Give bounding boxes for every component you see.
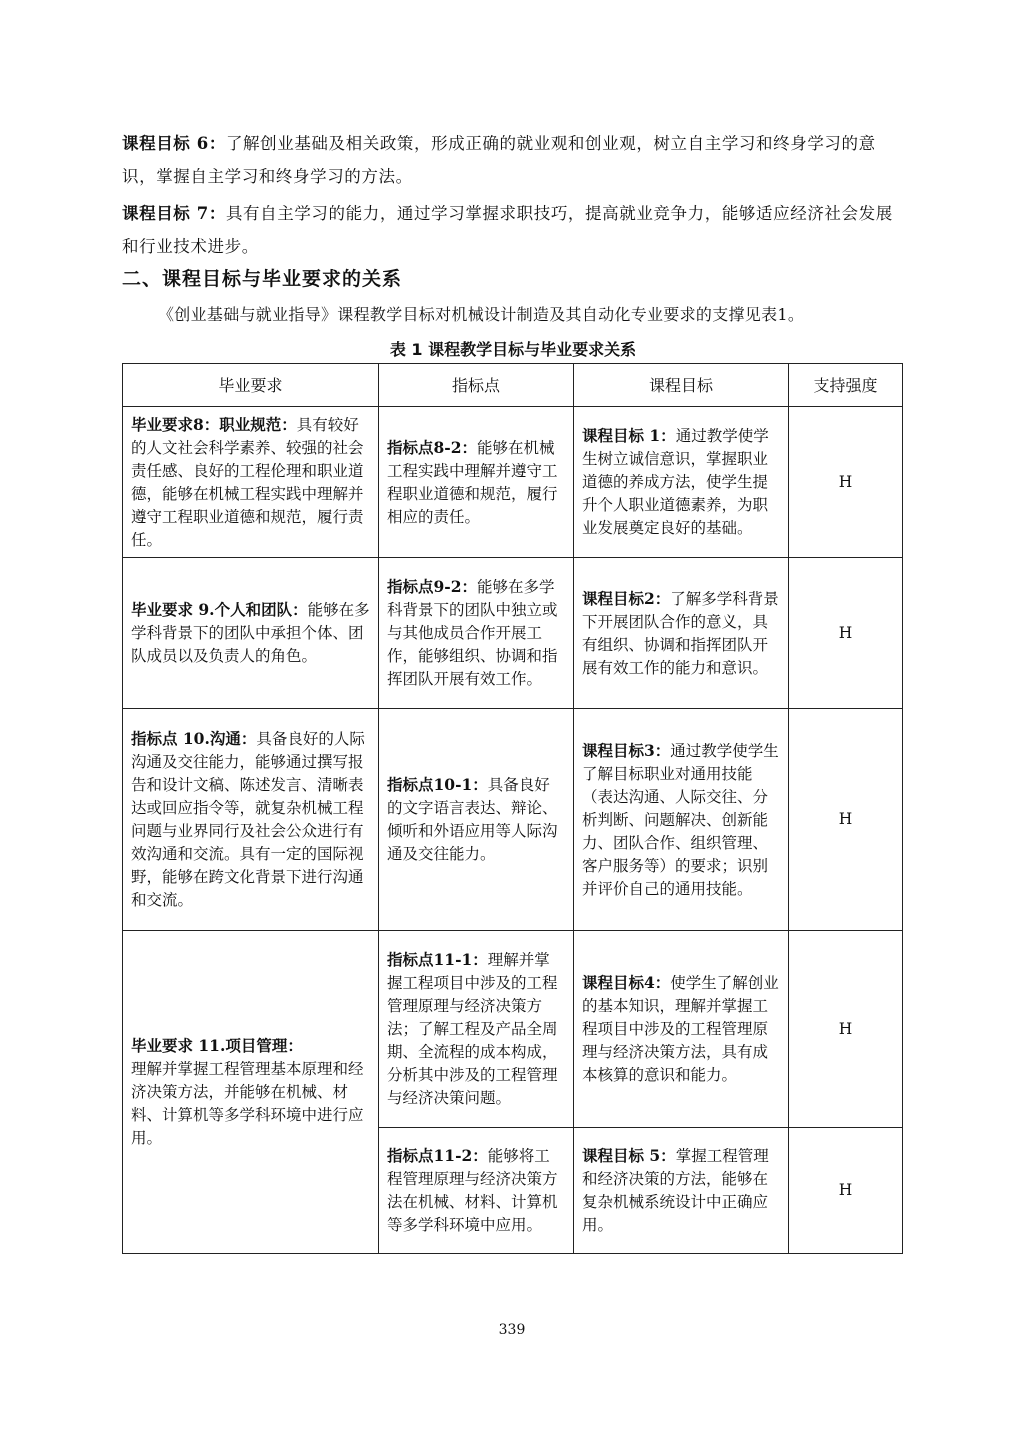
table-header-row — [123, 364, 903, 407]
course-goal-label: 课程目标3： — [582, 740, 671, 760]
requirement-label: 毕业要求 9.个人和团队： — [131, 600, 308, 619]
header-indicator: 指标点 — [379, 364, 574, 407]
course-goal-text: 通过教学使学生树立诚信意识，掌握职业道德的养成方法，使学生提升个人职业道德素养，为职业发展奠定良好的基础。 — [582, 427, 769, 537]
requirement-label: 指标点 10.沟通： — [131, 729, 257, 748]
table-row — [123, 407, 903, 558]
header-course-goal: 课程目标 — [574, 364, 789, 407]
indicator-cell — [379, 931, 574, 1128]
section-heading: 二、课程目标与毕业要求的关系 — [122, 268, 403, 290]
course-goal-label: 课程目标4： — [582, 973, 671, 992]
course-goal-text: 掌握工程管理和经济决策的方法，能够在复杂机械系统设计中正确应用。 — [582, 1147, 769, 1234]
table-row — [123, 709, 903, 931]
course-goal-label: 课程目标 1： — [582, 426, 676, 445]
page-number: 339 — [498, 1322, 526, 1338]
course-goal-6-text: 了解创业基础及相关政策，形成正确的就业观和创业观，树立自主学习和终身学习的意识，掌握自主学习和终身学习的方法。 — [122, 134, 876, 186]
indicator-text: 能够将工程管理原理与经济决策方法在机械、材料、计算机等多学科环境中应用。 — [387, 1147, 558, 1234]
requirement-text: 具有较好的人文社会科学素养、较强的社会责任感、良好的工程伦理和职业道德，能够在机械工程实践中理解并遵守工程职业道德和规范，履行责任。 — [131, 415, 364, 549]
header-support-strength: 支持强度 — [789, 364, 903, 407]
course-goal-label: 课程目标 5： — [582, 1146, 676, 1165]
strength-cell: H — [789, 709, 903, 931]
requirements-table — [122, 363, 903, 1254]
strength-cell: H — [789, 558, 903, 709]
indicator-cell — [379, 558, 574, 709]
indicator-text: 能够在机械工程实践中理解并遵守工程职业道德和规范，履行相应的责任。 — [387, 438, 558, 526]
requirement-cell — [123, 558, 379, 709]
table-row — [123, 931, 903, 1128]
table-caption: 表 1 课程教学目标与毕业要求关系 — [389, 340, 637, 359]
indicator-label: 指标点10-1： — [387, 775, 488, 794]
course-goal-cell — [574, 709, 789, 931]
requirement-text: 理解并掌握工程管理基本原理和经济决策方法，并能够在机械、材料、计算机等多学科环境中进行应用。 — [131, 1060, 364, 1147]
table-row — [123, 558, 903, 709]
requirement-cell — [123, 407, 379, 558]
course-goal-text: 使学生了解创业的基本知识，理解并掌握工程项目中涉及的工程管理原理与经济决策方法，具有成本核算的意识和能力。 — [582, 974, 779, 1084]
indicator-cell — [379, 407, 574, 558]
intro-paragraph: 《创业基础与就业指导》课程教学目标对机械设计制造及其自动化专业要求的支撑见表1。 — [158, 305, 805, 324]
strength-cell: H — [789, 407, 903, 558]
indicator-label: 指标点11-1： — [387, 950, 488, 969]
course-goal-cell — [574, 407, 789, 558]
course-goal-7-paragraph — [122, 197, 904, 263]
course-goal-cell — [574, 558, 789, 709]
requirement-text: 能够在多学科背景下的团队中承担个体、团队成员以及负责人的角色。 — [131, 601, 370, 665]
course-goal-cell — [574, 931, 789, 1128]
course-goal-7-text: 具有自主学习的能力，通过学习掌握求职技巧，提高就业竞争力，能够适应经济社会发展和行业技术进步。 — [122, 204, 893, 256]
indicator-cell — [379, 1128, 574, 1254]
strength-cell: H — [789, 1128, 903, 1254]
requirement-text: 具备良好的人际沟通及交往能力，能够通过撰写报告和设计文稿、陈述发言、清晰表达或回应指令等，就复杂机械工程问题与业界同行及社会公众进行有效沟通和交流。具有一定的国际视野，能够在跨文化背景下进行沟通和交流。 — [131, 730, 365, 909]
header-graduation-requirement: 毕业要求 — [123, 364, 379, 407]
course-goal-text: 了解多学科背景下开展团队合作的意义，具有组织、协调和指挥团队开展有效工作的能力和意识。 — [582, 589, 779, 677]
indicator-text: 具备良好的文字语言表达、辩论、倾听和外语应用等人际沟通及交往能力。 — [387, 776, 558, 863]
course-goal-7-label: 课程目标 7： — [122, 204, 226, 223]
requirement-cell — [123, 931, 379, 1254]
requirement-cell — [123, 709, 379, 931]
indicator-label: 指标点8-2： — [387, 437, 478, 457]
course-goal-text: 通过教学使学生了解目标职业对通用技能（表达沟通、人际交往、分析判断、问题解决、创新能力、团队合作、组织管理、客户服务等）的要求；识别并评价自己的通用技能。 — [582, 741, 779, 898]
course-goal-6-paragraph — [122, 127, 904, 193]
course-goal-label: 课程目标2： — [582, 588, 671, 608]
indicator-label: 指标点11-2： — [387, 1146, 488, 1165]
course-goal-6-label: 课程目标 6： — [122, 134, 226, 153]
indicator-label: 指标点9-2： — [387, 577, 478, 596]
indicator-cell — [379, 709, 574, 931]
indicator-text: 能够在多学科背景下的团队中独立或与其他成员合作开展工作，能够组织、协调和指挥团队开展有效工作。 — [387, 578, 558, 688]
strength-cell: H — [789, 931, 903, 1128]
requirement-label: 毕业要求 11.项目管理： — [131, 1036, 303, 1055]
course-goal-cell — [574, 1128, 789, 1254]
requirement-label: 毕业要求8：职业规范： — [131, 414, 297, 434]
indicator-text: 理解并掌握工程项目中涉及的工程管理原理与经济决策方法；了解工程及产品全周期、全流程的成本构成，分析其中涉及的工程管理与经济决策问题。 — [387, 951, 558, 1107]
